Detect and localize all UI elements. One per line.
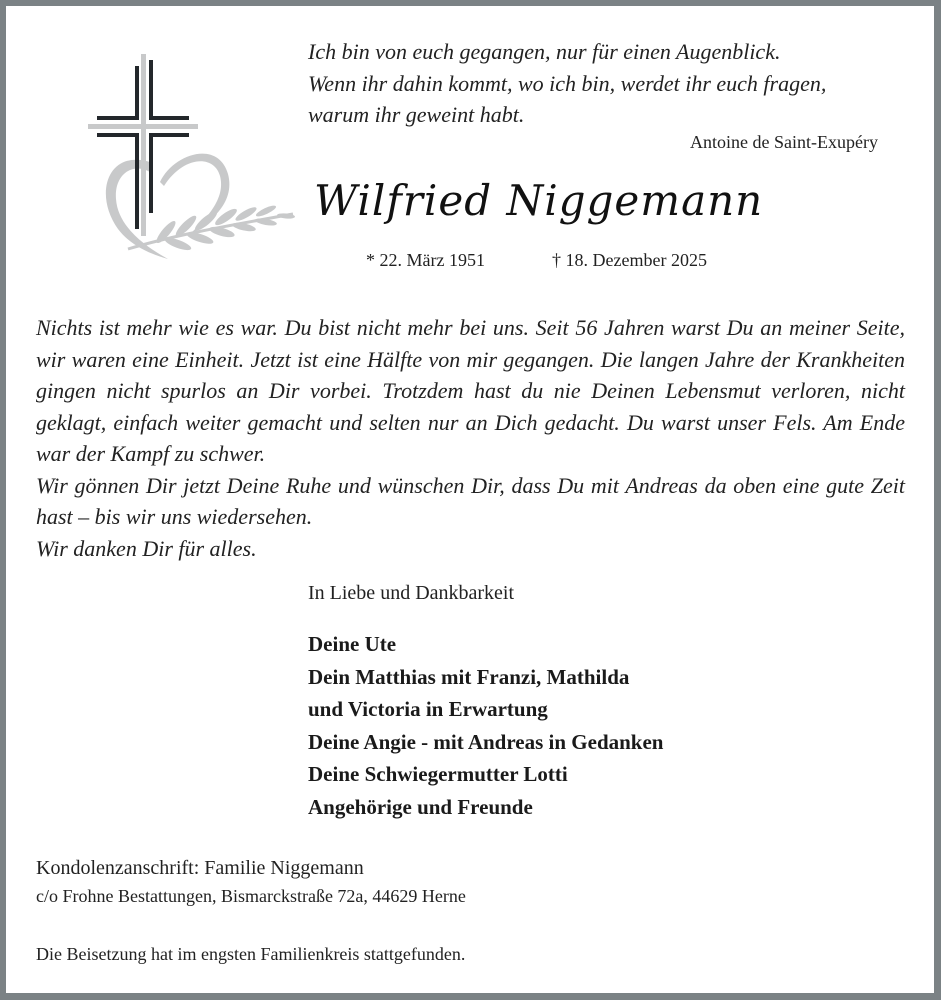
- body-paragraph: Nichts ist mehr wie es war. Du bist nicht mehr bei uns. Seit 56 Jahren warst Du an meiner Seite, wir waren eine Einheit. Jetzt ist eine Hälfte von mir gegangen. Die langen Jahre der Krankheiten gingen nicht spurlos an Dir vorbei. Trotzdem hast du nie Deinen Lebensmut verloren, nicht geklagt, einfach weiter gemacht und selten nur an Dich gedacht. Du warst unser Fels. Am Ende war der Kampf zu schwer.: [36, 315, 905, 466]
- quote-line: Ich bin von euch gegangen, nur für einen Augenblick.: [308, 39, 781, 64]
- body-paragraph: Wir gönnen Dir jetzt Deine Ruhe und wünschen Dir, dass Du mit Andreas da oben eine gute Zeit hast – bis wir uns wiedersehen.: [36, 472, 905, 529]
- obituary-text: [36, 312, 905, 564]
- deceased-name: Wilfried Niggemann: [314, 176, 764, 225]
- cross-heart-palm-icon: [88, 44, 298, 264]
- condolence-address-line: c/o Frohne Bestattungen, Bismarckstraße 72a, 44629 Herne: [36, 886, 466, 906]
- quote-line: warum ihr geweint habt.: [308, 102, 525, 127]
- closing-phrase: In Liebe und Dankbarkeit: [308, 582, 515, 604]
- signatory: Dein Matthias mit Franzi, Mathilda: [308, 664, 630, 689]
- obituary-page: [6, 6, 934, 993]
- signatories-list: [308, 628, 663, 823]
- quote-author: Antoine de Saint-Exupéry: [690, 132, 878, 152]
- birth-date: * 22. März 1951: [366, 250, 485, 270]
- quote-line: Wenn ihr dahin kommt, wo ich bin, werdet ihr euch fragen,: [308, 70, 827, 96]
- burial-note: Die Beisetzung hat im engsten Familienkreis stattgefunden.: [36, 944, 466, 964]
- condolence-line: Kondolenzanschrift: Familie Niggemann: [36, 857, 364, 879]
- signatory: Deine Schwiegermutter Lotti: [308, 762, 568, 786]
- condolence-address: [36, 854, 466, 910]
- death-date: † 18. Dezember 2025: [552, 250, 707, 270]
- body-paragraph: Wir danken Dir für alles.: [36, 535, 257, 561]
- life-dates: [366, 250, 707, 271]
- epigraph-quote: [308, 36, 826, 131]
- signatory: Angehörige und Freunde: [308, 794, 533, 819]
- signatory: Deine Ute: [308, 632, 397, 656]
- signatory: und Victoria in Erwartung: [308, 697, 548, 721]
- signatory: Deine Angie - mit Andreas in Gedanken: [308, 729, 664, 754]
